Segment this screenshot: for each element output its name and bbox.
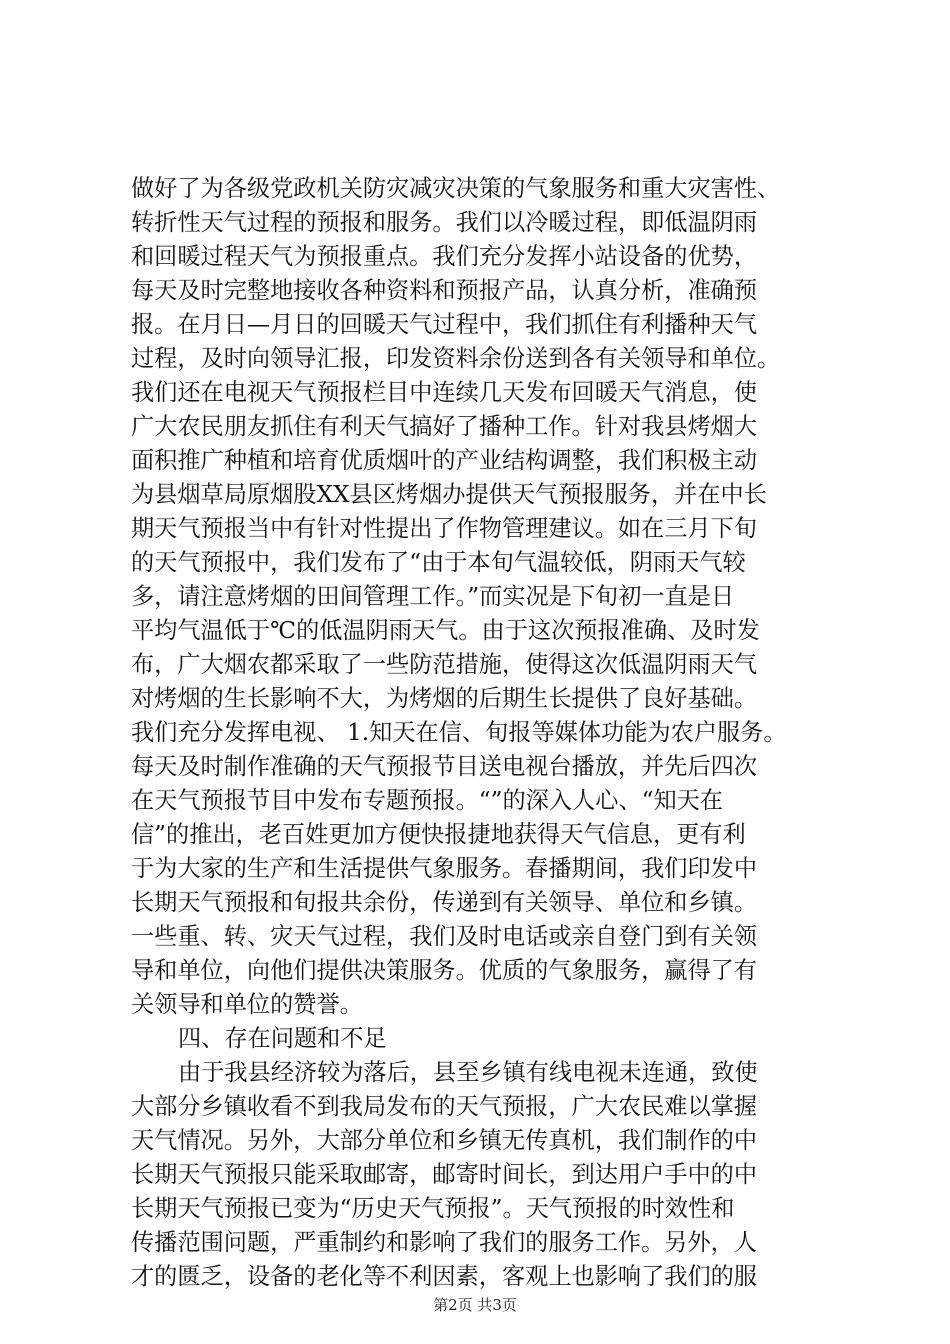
text-line: 过程，及时向领导汇报，印发资料余份送到各有关领导和单位。 — [131, 345, 781, 372]
section-heading: 四、存在问题和不足 — [178, 1025, 387, 1052]
text-line: 做好了为各级党政机关防灾减灾决策的气象服务和重大灾害性、 — [131, 175, 781, 202]
text-line: 期天气预报当中有针对性提出了作物管理建议。如在三月下旬 — [131, 515, 758, 542]
text-line: 于为大家的生产和生活提供气象服务。春播期间，我们印发中 — [131, 855, 758, 882]
text-line: 长期天气预报只能采取邮寄，邮寄时间长，到达用户手中的中 — [131, 1161, 758, 1188]
text-line: 转折性天气过程的预报和服务。我们以冷暖过程，即低温阴雨 — [131, 209, 758, 236]
text-line: 和回暖过程天气为预报重点。我们充分发挥小站设备的优势， — [131, 243, 758, 270]
text-line: 导和单位，向他们提供决策服务。优质的气象服务，赢得了有 — [131, 957, 758, 984]
text-line: 长期天气预报和旬报共余份，传递到有关领导、单位和乡镇。 — [131, 889, 758, 916]
document-body — [131, 172, 836, 1294]
text-line: 天气情况。另外，大部分单位和乡镇无传真机，我们制作的中 — [131, 1127, 758, 1154]
text-line: 关领导和单位的赞誉。 — [131, 991, 363, 1018]
text-line: 大部分乡镇收看不到我局发布的天气预报，广大农民难以掌握 — [131, 1093, 758, 1120]
text-line: 一些重、转、灾天气过程，我们及时电话或亲自登门到有关领 — [131, 923, 758, 950]
text-line: 广大农民朋友抓住有利天气搞好了播种工作。针对我县烤烟大 — [131, 413, 758, 440]
text-line: 对烤烟的生长影响不大，为烤烟的后期生长提供了良好基础。 — [131, 685, 758, 712]
text-line: 多，请注意烤烟的田间管理工作。”而实况是下旬初一直是日 — [131, 583, 735, 610]
text-line: 长期天气预报已变为“历史天气预报”。天气预报的时效性和 — [131, 1195, 735, 1222]
text-line: 为县烟草局原烟股XX县区烤烟办提供天气预报服务，并在中长 — [131, 481, 767, 508]
text-line: 每天及时完整地接收各种资料和预报产品，认真分析，准确预 — [131, 277, 758, 304]
text-line: 布，广大烟农都采取了一些防范措施，使得这次低温阴雨天气 — [131, 651, 758, 678]
paragraph-first-line: 由于我县经济较为落后，县至乡镇有线电视未连通，致使 — [178, 1059, 758, 1086]
text-line: 面积推广种植和培育优质烟叶的产业结构调整，我们积极主动 — [131, 447, 758, 474]
text-line: 信”的推出，老百姓更加方便快报捷地获得天气信息，更有利 — [131, 821, 746, 848]
text-line: 在天气预报节目中发布专题预报。“”的深入人心、“知天在 — [131, 787, 724, 814]
text-line: 传播范围问题，严重制约和影响了我们的服务工作。另外，人 — [131, 1229, 758, 1256]
text-line: 才的匮乏，设备的老化等不利因素，客观上也影响了我们的服 — [131, 1263, 758, 1290]
text-line: 我们还在电视天气预报栏目中连续几天发布回暖天气消息，使 — [131, 379, 758, 406]
text-line: 每天及时制作准确的天气预报节目送电视台播放，并先后四次 — [131, 753, 758, 780]
page-number-footer: 第2页 共3页 — [433, 1296, 517, 1314]
text-line: 平均气温低于℃的低温阴雨天气。由于这次预报准确、及时发 — [131, 617, 760, 644]
text-line: 报。在月日—月日的回暖天气过程中，我们抓住有利播种天气 — [131, 311, 758, 338]
text-line: 我们充分发挥电视、 1.知天在信、旬报等媒体功能为农户服务。 — [131, 719, 787, 746]
text-line: 的天气预报中，我们发布了“由于本旬气温较低，阴雨天气较 — [131, 549, 746, 576]
